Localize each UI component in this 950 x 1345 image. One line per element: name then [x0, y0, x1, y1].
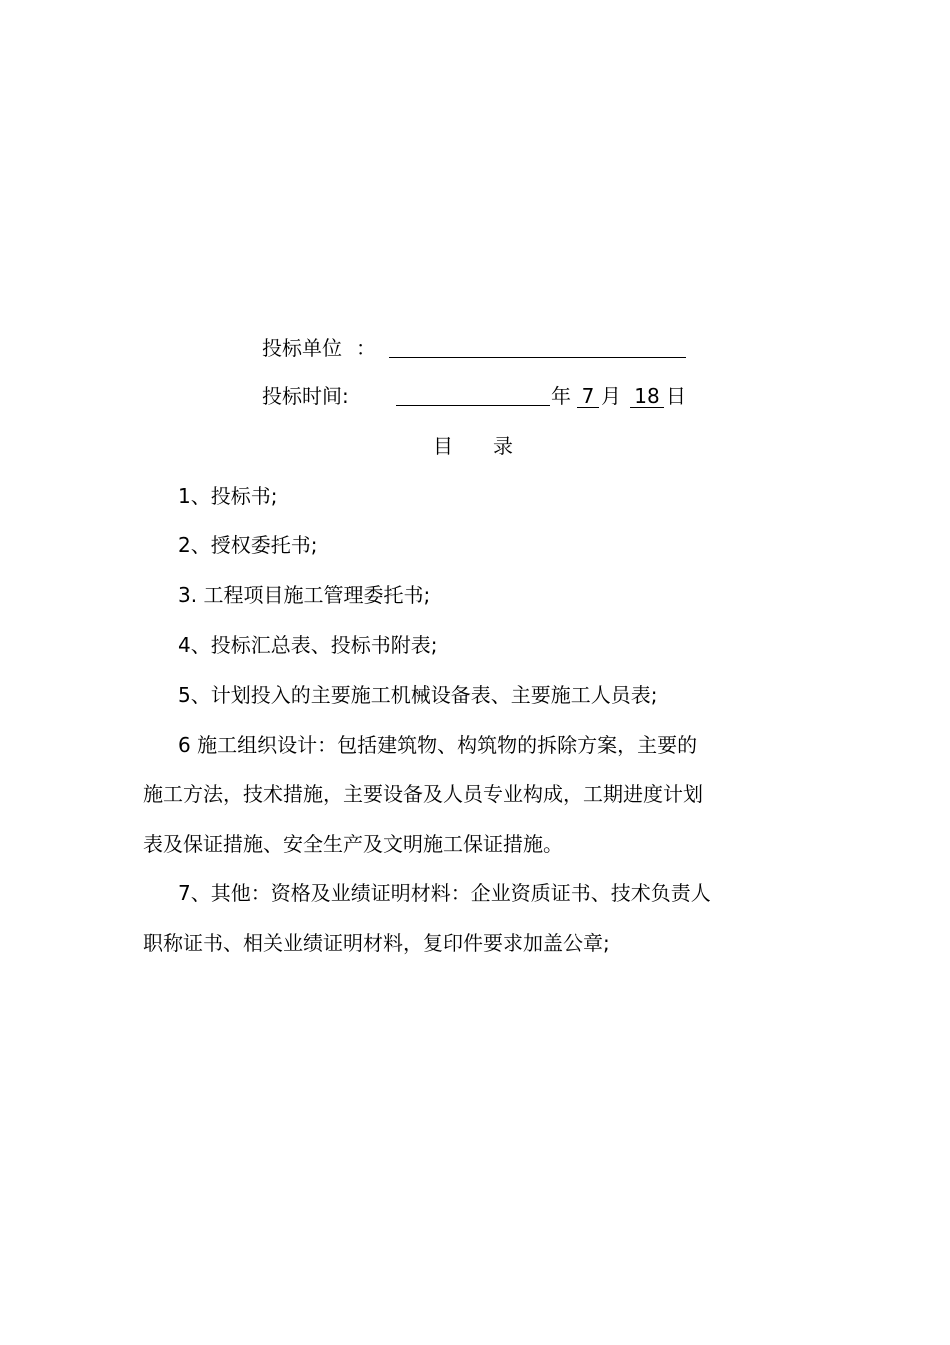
year-blank-line — [396, 405, 550, 406]
toc-item-6-line-1: 6 施工组织设计：包括建筑物、构筑物的拆除方案，主要的 — [178, 733, 698, 757]
month-value: 7 — [577, 385, 599, 408]
toc-item-4: 4、投标汇总表、投标书附表; — [178, 633, 438, 657]
toc-item-3: 3. 工程项目施工管理委托书; — [178, 583, 431, 607]
toc-item-5: 5、计划投入的主要施工机械设备表、主要施工人员表; — [178, 683, 658, 707]
time-label: 投标时间: — [262, 384, 349, 408]
toc-title: 目 录 — [433, 434, 513, 458]
year-suffix: 年 — [551, 384, 571, 408]
bidder-colon: ： — [356, 336, 376, 360]
toc-item-1: 1、投标书; — [178, 484, 278, 508]
toc-item-6-line-3: 表及保证措施、安全生产及文明施工保证措施。 — [143, 832, 563, 856]
toc-item-2: 2、授权委托书; — [178, 533, 318, 557]
toc-item-7-line-1: 7、其他：资格及业绩证明材料：企业资质证书、技术负责人 — [178, 881, 711, 905]
bidder-blank-line — [389, 357, 686, 358]
toc-item-6-line-2: 施工方法，技术措施，主要设备及人员专业构成，工期进度计划 — [143, 782, 703, 806]
day-value: 18 — [630, 385, 664, 408]
bidder-label: 投标单位 — [262, 336, 342, 360]
toc-item-7-line-2: 职称证书、相关业绩证明材料，复印件要求加盖公章; — [143, 931, 610, 955]
month-suffix: 月 — [601, 384, 621, 408]
day-suffix: 日 — [666, 384, 686, 408]
